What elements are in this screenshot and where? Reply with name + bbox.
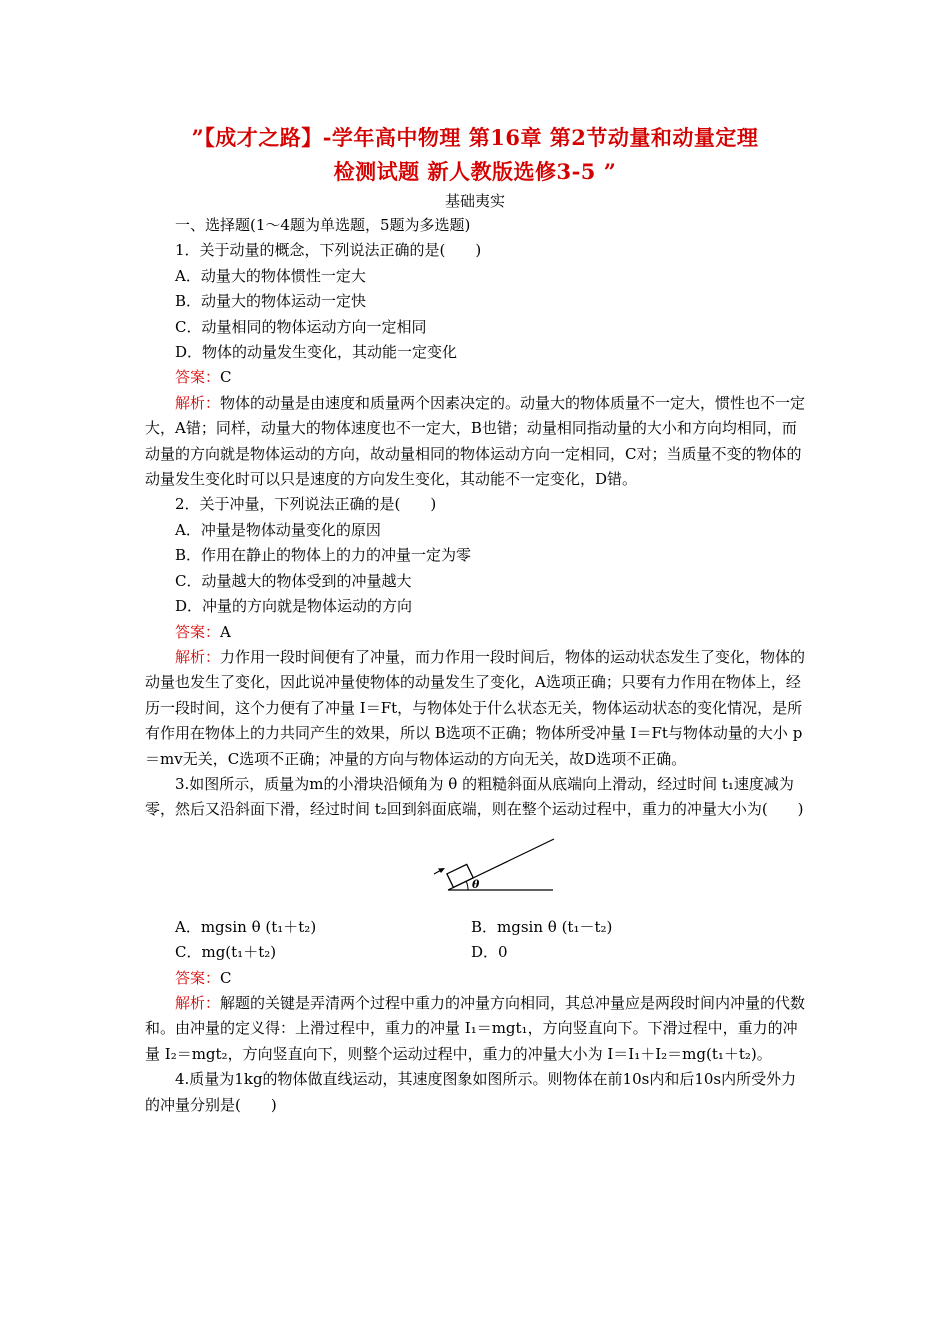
q1-option-c: C．动量相同的物体运动方向一定相同: [175, 317, 427, 336]
incline-figure: [145, 823, 810, 915]
q3-options-row2: [145, 940, 810, 965]
q1-option-a: A．动量大的物体惯性一定大: [175, 266, 366, 285]
q3-answer: [145, 966, 810, 991]
q1-answer: [145, 365, 810, 390]
answer-label: 答案：: [175, 968, 221, 987]
q3-option-a: A．mgsin θ (t₁＋t₂): [175, 917, 317, 936]
q2-stem: 2．关于冲量，下列说法正确的是( ): [175, 495, 437, 514]
q2-option-a: A．冲量是物体动量变化的原因: [175, 520, 381, 539]
q3-answer-value: C: [220, 968, 232, 987]
q2-analysis: [145, 645, 810, 772]
q2-option-c: C．动量越大的物体受到的冲量越大: [175, 571, 412, 590]
q1-answer-value: C: [220, 368, 232, 387]
q2-answer: [145, 620, 810, 645]
q3-option-c: C．mg(t₁＋t₂): [175, 943, 277, 962]
document-body: [145, 213, 810, 1118]
analysis-label: 解析：: [175, 393, 221, 412]
document-title-line1: ”【成才之路】-学年高中物理 第16章 第2节动量和动量定理: [191, 125, 759, 150]
q2-answer-value: A: [220, 622, 231, 641]
q3-analysis-text: 解题的关键是弄清两个过程中重力的冲量方向相同，其总冲量应是两段时间内冲量的代数和。由冲量的定义得：上滑过程中，重力的冲量 I₁＝mgt₁，方向竖直向下。下滑过程中，重力的冲量 I₂＝mgt₂，方向竖直向下，则整个运动过程中，重力的冲量大小为 I＝I₁＋I₂＝mg(t₁＋t₂)。: [145, 993, 806, 1063]
q4-stem: 4.质量为1kg的物体做直线运动，其速度图象如图所示。则物体在前10s内和后10s内所受外力的冲量分别是( ): [145, 1070, 797, 1114]
section-heading: 一、选择题(1～4题为单选题，5题为多选题): [175, 216, 471, 234]
q1-analysis-text: 物体的动量是由速度和质量两个因素决定的。动量大的物体质量不一定大，惯性也不一定大，A错；同样，动量大的物体速度也不一定大，B也错；动量相同指动量的大小和方向均相同，而动量的方向就是物体运动的方向，故动量相同的物体运动方向一定相同，C对；当质量不变的物体的动量发生变化时可以只是速度的方向发生变化，其动能不一定变化，D错。: [145, 393, 806, 489]
analysis-label: 解析：: [175, 993, 221, 1012]
document-title-line2: 检测试题 新人教版选修3-5 ”: [333, 159, 617, 184]
answer-label: 答案：: [175, 622, 221, 641]
analysis-label: 解析：: [175, 647, 221, 666]
q3-option-d: D．0: [471, 943, 508, 962]
q3-stem: 3.如图所示，质量为m的小滑块沿倾角为 θ 的粗糙斜面从底端向上滑动，经过时间 t₁速度减为零，然后又沿斜面下滑，经过时间 t₂回到斜面底端，则在整个运动过程中，重力的冲量大小为( ): [145, 774, 804, 819]
q1-stem: 1．关于动量的概念，下列说法正确的是( ): [175, 241, 482, 260]
q1-option-b: B．动量大的物体运动一定快: [175, 292, 367, 311]
q1-analysis: [145, 391, 810, 493]
q3-options-row1: [145, 915, 810, 940]
answer-label: 答案：: [175, 368, 221, 387]
theta-label: θ: [472, 877, 480, 891]
q1-option-d: D．物体的动量发生变化，其动能一定变化: [175, 343, 458, 362]
q2-analysis-text: 力作用一段时间便有了冲量，而力作用一段时间后，物体的运动状态发生了变化，物体的动量也发生了变化，因此说冲量使物体的动量发生了变化，A选项正确；只要有力作用在物体上，经历一段时间，这个力便有了冲量 I＝Ft，与物体处于什么状态无关，物体运动状态的变化情况，是所有作用在物体上的力共同产生的效果，所以 B选项不正确；物体所受冲量 I＝Ft与物体动量的大小 p＝mv无关，C选项不正确；冲量的方向与物体运动的方向无关，故D选项不正确。: [145, 647, 806, 768]
q3-option-b: B．mgsin θ (t₁－t₂): [471, 917, 613, 936]
q2-option-d: D．冲量的方向就是物体运动的方向: [175, 597, 413, 616]
q2-option-b: B．作用在静止的物体上的力的冲量一定为零: [175, 546, 472, 565]
q3-analysis: [145, 991, 810, 1067]
incline-diagram: [428, 835, 568, 905]
section-subtitle: 基础夷实: [444, 192, 505, 210]
